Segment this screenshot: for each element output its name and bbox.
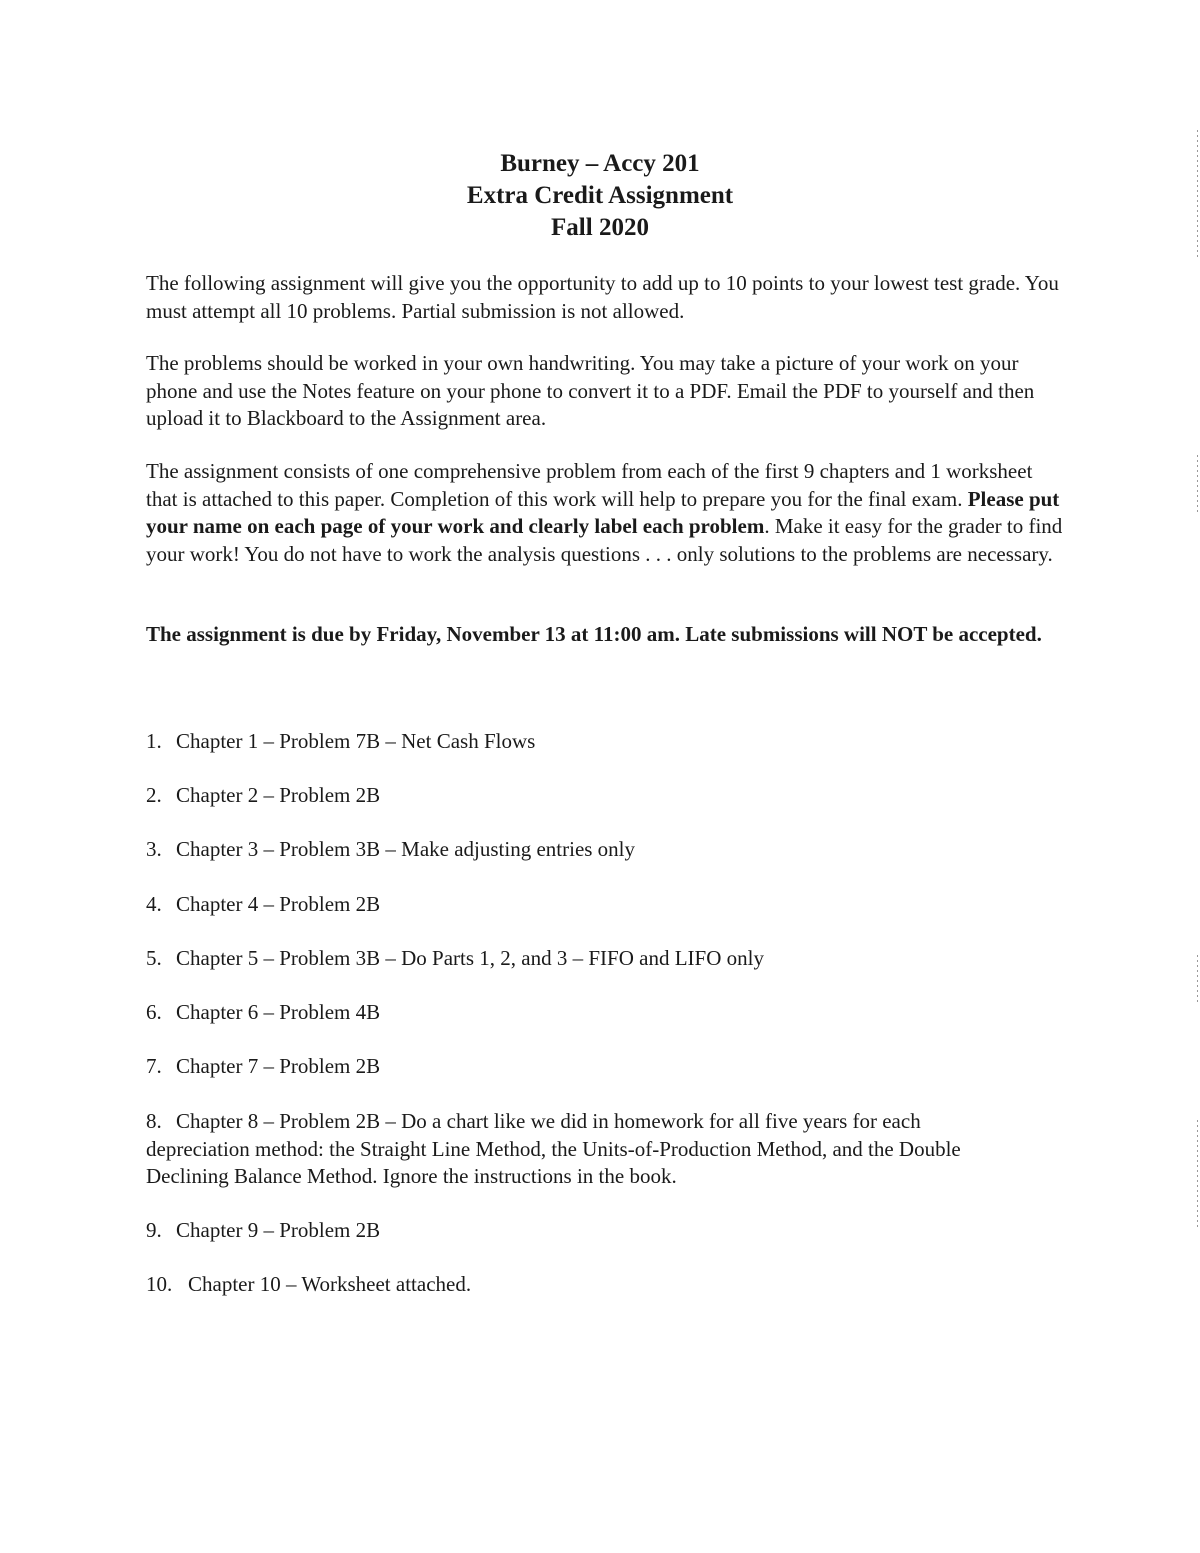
list-item: 8. Chapter 8 – Problem 2B – Do a chart like we did in homework for all five years for each depreciation method: the Straight Line Method, the Units-of-Production Method, and the Double Declining Balance Method. Ignore the instructions in the book. (146, 1109, 961, 1188)
problem-text: Chapter 9 – Problem 2B (176, 1218, 381, 1242)
list-item: 7. Chapter 7 – Problem 2B (146, 1054, 381, 1078)
problem-text: Chapter 8 – Problem 2B – Do a chart like we did in homework for all five years for each depreciation method: the Straight Line Method, the Units-of-Production Method, and the Double Declining Balance Method. Ignore the instructions in the book. (146, 1109, 961, 1188)
list-item: 6. Chapter 6 – Problem 4B (146, 1000, 381, 1024)
list-item: 9. Chapter 9 – Problem 2B (146, 1218, 381, 1242)
problem-text: Chapter 6 – Problem 4B (176, 1000, 381, 1024)
assignment-description-paragraph (146, 458, 1066, 568)
problem-text: Chapter 7 – Problem 2B (176, 1054, 381, 1078)
scan-artifact (1197, 455, 1198, 515)
due-date-paragraph: The assignment is due by Friday, November 13 at 11:00 am. Late submissions will NOT be accepted. (146, 622, 1042, 646)
list-item: 2. Chapter 2 – Problem 2B (146, 783, 381, 807)
description-text-2: . Make it easy for the grader to find your work! You do not have to work the analysis questions . . . only solutions to the problems are necessary. (146, 514, 1063, 566)
document-header (0, 148, 1200, 244)
scan-artifact (1197, 130, 1198, 260)
course-title: Burney – Accy 201 (500, 150, 700, 177)
problem-text: Chapter 2 – Problem 2B (176, 783, 381, 807)
list-item: 3. Chapter 3 – Problem 3B – Make adjusting entries only (146, 837, 636, 861)
intro-paragraph: The following assignment will give you the opportunity to add up to 10 points to your lowest test grade. You must attempt all 10 problems. Partial submission is not allowed. (146, 271, 1059, 323)
problem-text: Chapter 1 – Problem 7B – Net Cash Flows (176, 729, 536, 753)
problem-text: Chapter 5 – Problem 3B – Do Parts 1, 2, and 3 – FIFO and LIFO only (176, 946, 764, 970)
description-text-1: The assignment consists of one comprehensive problem from each of the first 9 chapters and 1 worksheet that is attached to this paper. Completion of this work will help to prepare you for the final exam. (146, 459, 1033, 511)
submission-paragraph: The problems should be worked in your own handwriting. You may take a picture of your work on your phone and use the Notes feature on your phone to convert it to a PDF. Email the PDF to yourself and then upload it to Blackboard to the Assignment area. (146, 351, 1035, 430)
list-item: 1. Chapter 1 – Problem 7B – Net Cash Flows (146, 729, 536, 753)
problem-text: Chapter 3 – Problem 3B – Make adjusting entries only (176, 837, 636, 861)
assignment-title: Extra Credit Assignment (466, 182, 734, 209)
scan-artifact (1197, 1120, 1198, 1230)
list-item: 4. Chapter 4 – Problem 2B (146, 892, 381, 916)
problem-text: Chapter 10 – Worksheet attached. (188, 1272, 472, 1296)
problem-text: Chapter 4 – Problem 2B (176, 892, 381, 916)
scan-artifact (1197, 955, 1198, 1005)
term-title: Fall 2020 (551, 214, 649, 241)
label-instruction-bold: Please put your name on each page of your work and clearly label each problem (146, 486, 1060, 538)
list-item: 10. Chapter 10 – Worksheet attached. (146, 1272, 472, 1296)
list-item: 5. Chapter 5 – Problem 3B – Do Parts 1, 2, and 3 – FIFO and LIFO only (146, 946, 764, 970)
